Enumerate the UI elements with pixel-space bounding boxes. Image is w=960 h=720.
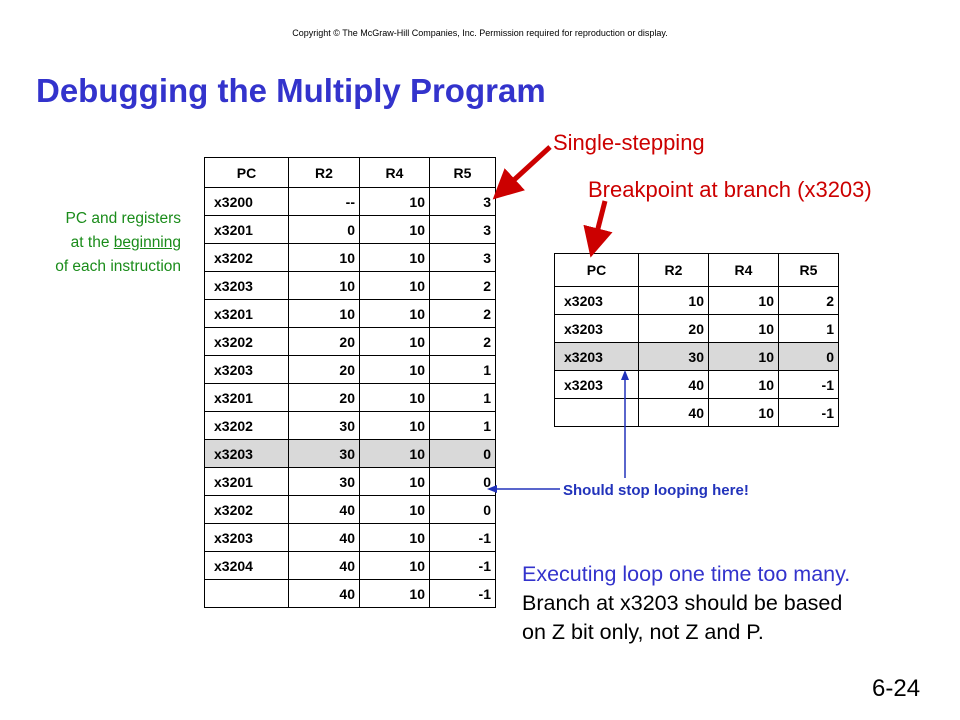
cell-r2: 0 (289, 216, 360, 244)
cell-pc: x3202 (205, 328, 289, 356)
cell-pc: x3200 (205, 188, 289, 216)
cell-r2: 40 (639, 371, 709, 399)
cell-pc: x3201 (205, 300, 289, 328)
cell-r4: 10 (360, 468, 430, 496)
cell-r5: 0 (430, 468, 496, 496)
cell-r4: 10 (360, 524, 430, 552)
cell-r4: 10 (360, 216, 430, 244)
header-r2: R2 (639, 254, 709, 287)
cell-pc: x3203 (555, 343, 639, 371)
cell-r2: 40 (639, 399, 709, 427)
cell-r5: 0 (779, 343, 839, 371)
cell-r2: 10 (639, 287, 709, 315)
cell-pc: x3201 (205, 216, 289, 244)
cell-r4: 10 (360, 580, 430, 608)
header-r2: R2 (289, 158, 360, 188)
cell-r5: -1 (430, 580, 496, 608)
cell-r5: 0 (430, 496, 496, 524)
cell-r2: 10 (289, 300, 360, 328)
cell-r4: 10 (360, 244, 430, 272)
cell-r4: 10 (709, 287, 779, 315)
cell-pc: x3204 (205, 552, 289, 580)
cell-r5: 0 (430, 440, 496, 468)
bug-explanation-line-2: Branch at x3203 should be based (522, 591, 843, 615)
cell-r5: 2 (430, 300, 496, 328)
cell-r5: 2 (779, 287, 839, 315)
cell-r4: 10 (709, 343, 779, 371)
cell-r5: 3 (430, 216, 496, 244)
breakpoint-arrow (594, 201, 605, 244)
bug-explanation-line-3: on Z bit only, not Z and P. (522, 620, 764, 644)
cell-r2: 30 (289, 412, 360, 440)
cell-pc: x3202 (205, 244, 289, 272)
cell-r5: 2 (430, 328, 496, 356)
cell-r2: 30 (289, 468, 360, 496)
cell-pc: x3203 (205, 440, 289, 468)
cell-pc: x3203 (205, 272, 289, 300)
cell-r4: 10 (360, 552, 430, 580)
cell-r5: 1 (430, 356, 496, 384)
header-r5: R5 (779, 254, 839, 287)
cell-pc: x3203 (205, 524, 289, 552)
header-pc: PC (205, 158, 289, 188)
cell-r2: -- (289, 188, 360, 216)
header-r5: R5 (430, 158, 496, 188)
cell-r5: 1 (779, 315, 839, 343)
registers-note-line-1: PC and registers (65, 210, 181, 227)
cell-r5: 1 (430, 412, 496, 440)
cell-pc: x3201 (205, 384, 289, 412)
cell-r2: 40 (289, 524, 360, 552)
cell-r2: 20 (289, 384, 360, 412)
cell-r2: 40 (289, 552, 360, 580)
cell-r5: -1 (779, 399, 839, 427)
cell-pc: x3203 (205, 356, 289, 384)
cell-pc: x3203 (555, 315, 639, 343)
cell-r2: 30 (289, 440, 360, 468)
cell-r5: 3 (430, 244, 496, 272)
cell-r5: 3 (430, 188, 496, 216)
cell-r4: 10 (360, 300, 430, 328)
registers-note-line-2: at the beginning (70, 234, 181, 251)
cell-pc: x3203 (555, 287, 639, 315)
cell-r4: 10 (360, 328, 430, 356)
page-number: 6-24 (872, 675, 921, 702)
cell-r5: 1 (430, 384, 496, 412)
stop-looping-note: Should stop looping here! (563, 482, 749, 499)
cell-r4: 10 (360, 188, 430, 216)
cell-r4: 10 (360, 272, 430, 300)
single-stepping-arrow (503, 147, 550, 190)
copyright-notice: Copyright © The McGraw-Hill Companies, Inc. Permission required for reproduction or display. (292, 28, 668, 38)
cell-r2: 20 (289, 356, 360, 384)
cell-r4: 10 (360, 440, 430, 468)
cell-r4: 10 (360, 412, 430, 440)
single-stepping-label: Single-stepping (553, 130, 705, 155)
cell-r5: -1 (430, 524, 496, 552)
cell-r2: 20 (639, 315, 709, 343)
slide-title: Debugging the Multiply Program (36, 72, 546, 109)
header-pc: PC (555, 254, 639, 287)
beginning-underlined: beginning (113, 234, 181, 251)
cell-r2: 10 (289, 272, 360, 300)
bug-explanation-line-1: Executing loop one time too many. (522, 562, 851, 586)
cell-r2: 30 (639, 343, 709, 371)
cell-r5: 2 (430, 272, 496, 300)
header-r4: R4 (709, 254, 779, 287)
breakpoint-label: Breakpoint at branch (x3203) (588, 177, 872, 202)
cell-r4: 10 (709, 371, 779, 399)
header-r4: R4 (360, 158, 430, 188)
cell-r4: 10 (360, 384, 430, 412)
cell-pc: x3202 (205, 496, 289, 524)
cell-r2: 10 (289, 244, 360, 272)
cell-r5: -1 (430, 552, 496, 580)
cell-r4: 10 (709, 315, 779, 343)
cell-r2: 40 (289, 580, 360, 608)
cell-pc: x3202 (205, 412, 289, 440)
cell-r2: 40 (289, 496, 360, 524)
cell-r4: 10 (709, 399, 779, 427)
cell-r4: 10 (360, 356, 430, 384)
cell-r4: 10 (360, 496, 430, 524)
registers-note-line-3: of each instruction (55, 258, 181, 275)
cell-r5: -1 (779, 371, 839, 399)
cell-r2: 20 (289, 328, 360, 356)
cell-pc: x3201 (205, 468, 289, 496)
cell-pc: x3203 (555, 371, 639, 399)
